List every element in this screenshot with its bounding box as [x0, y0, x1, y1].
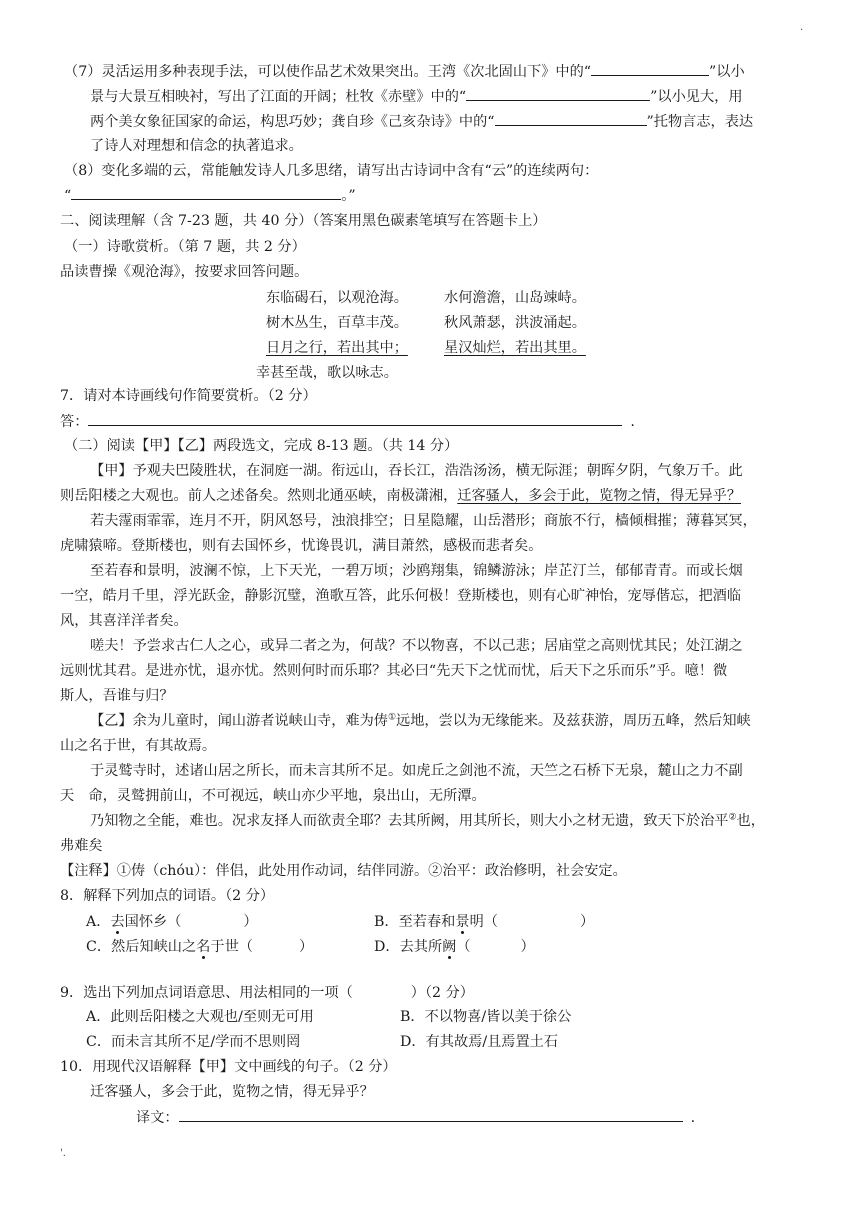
q9-option-b: B．不以物喜/皆以美于徐公	[400, 1009, 572, 1025]
answer-line	[60, 410, 635, 433]
passage-yi-line	[90, 810, 765, 832]
part-heading: （二）阅读【甲】【乙】两段选文，完成 8-13 题。（共 14 分）	[64, 438, 459, 454]
dotted-word: 去	[110, 914, 125, 930]
passage-jia-line: 斯人，吾谁与归？	[60, 688, 174, 704]
fill-q7-line3	[90, 110, 753, 133]
q8-option-a	[86, 911, 258, 933]
option-text: D．去其所	[374, 939, 443, 955]
question-text: 9．选出下列加点词语意思、用法相同的一项（	[60, 985, 353, 1001]
poem-line: 水何澹澹，山岛竦峙。	[444, 290, 586, 306]
fill-q7-text: ”托物言志，表达	[646, 114, 754, 130]
blank-line[interactable]	[466, 85, 650, 101]
fill-q7-text: 两个美女象征国家的命运，构思巧妙；龚自珍《己亥杂诗》中的“	[90, 114, 495, 130]
blank-line[interactable]	[591, 60, 709, 76]
passage-text: 乃知物之全能，难也。况求友择人而欲责全耶？去其所阙，用其所长，则大小之材无遗，致天下於治平	[90, 813, 729, 829]
corner-mark-bottom: '.	[60, 1148, 66, 1159]
passage-text: 则岳阳楼之大观也。前人之述备矣。然则北通巫峡，南极潇湘，	[60, 488, 458, 504]
corner-mark-top: .	[800, 22, 804, 33]
option-text: 国怀乡（	[124, 914, 182, 930]
poem-line: 幸甚至哉，歌以咏志。	[256, 365, 398, 381]
blank-line[interactable]	[495, 110, 647, 126]
underlined-sentence: 迁客骚人，多会于此，览物之情，得无异乎？	[457, 488, 742, 504]
passage-jia-line: 风，其喜洋洋者矣。	[60, 613, 188, 629]
q9-option-c: C．而未言其所不足/学而不思则罔	[86, 1034, 301, 1050]
blank-line[interactable]	[71, 184, 341, 200]
passage-yi-line: 山之名于世，有其故焉。	[60, 738, 217, 754]
option-text: （	[456, 939, 471, 955]
passage-jia-line: 至若春和景明，波澜不惊，上下天光，一碧万顷；沙鸥翔集，锦鳞游泳；岸芷汀兰，郁郁青青。而或长烟	[90, 563, 743, 579]
end-dot: .	[630, 414, 635, 430]
fill-q8-line1: （8）变化多端的云，常能触发诗人几多思绪，请写出古诗词中含有“云”的连续两句：	[64, 163, 599, 179]
passage-text: 远地，尝以为无缘能来。及兹获游，周历五峰，然后知峡	[396, 713, 751, 729]
fill-q7-text: ”以小	[709, 64, 745, 80]
dotted-word: 阙	[442, 939, 457, 955]
question-10: 10．用现代汉语解释【甲】文中画线的句子。（2 分）	[60, 1059, 397, 1075]
option-text: A．	[86, 914, 111, 930]
option-text: 于世（	[210, 939, 253, 955]
passage-text: 也，	[736, 813, 765, 829]
footnote-mark: ①	[387, 712, 397, 723]
question-9	[60, 982, 474, 1004]
fill-q7-text: （7）灵活运用多种表现手法，可以使作品艺术效果突出。王湾《次北固山下》中的“	[64, 64, 592, 80]
end-dot: .	[690, 1110, 696, 1126]
translation-line	[136, 1106, 695, 1129]
poem-intro: 品读曹操《观沧海》，按要求回答问题。	[60, 264, 309, 280]
option-text: 明（	[469, 914, 498, 930]
poem-line-underlined: 星汉灿烂，若出其里。	[444, 340, 586, 356]
poem-line: 秋风萧瑟，洪波涌起。	[444, 315, 586, 331]
quote-open: “	[64, 188, 72, 204]
passage-jia-line: 远则忧其君。是进亦忧，退亦忧。然则何时而乐耶？其必曰“先天下之忧而忧，后天下之乐而乐”乎。噫！微	[60, 663, 728, 679]
passage-jia-line: 【甲】予观夫巴陵胜状，在洞庭一湖。衔远山，吞长江，浩浩汤汤，横无际涯；朝晖夕阴，气象万千。此	[90, 463, 743, 479]
section-heading: 二、阅读理解（含 7-23 题，共 40 分）（答案用黑色碳素笔填写在答题卡上）	[60, 213, 547, 229]
passage-yi-line: 弗难矣	[60, 838, 103, 854]
q8-option-b	[374, 911, 594, 933]
fill-q7-text: ”以小见大，用	[650, 89, 743, 105]
fill-q8-line2	[64, 184, 356, 207]
option-text: B．至若春和	[374, 914, 456, 930]
passage-yi-line: 天 命，灵鹫拥前山，不可视远，峡山亦少平地，泉出山，无所潭。	[60, 788, 486, 804]
q10-sentence: 迁客骚人，多会于此，览物之情，得无异乎？	[90, 1084, 374, 1100]
fill-q7-line1	[64, 60, 745, 83]
poem-line: 树木丛生，百草丰茂。	[266, 315, 408, 331]
option-text: ）	[520, 939, 535, 955]
passage-yi-line: 于灵鹫寺时，述诸山居之所长，而未言其所不足。如虎丘之剑池不流，天竺之石桥下无泉，麓山之力不副	[90, 763, 743, 779]
translation-label: 译文：	[136, 1110, 179, 1126]
poem-line: 东临碣石，以观沧海。	[266, 290, 408, 306]
dotted-word: 名	[196, 939, 211, 955]
translation-blank[interactable]	[179, 1106, 683, 1122]
q8-option-c	[86, 936, 313, 958]
option-text: ）	[243, 914, 258, 930]
passage-jia-line: 嗟夫！予尝求古仁人之心，或异二者之为，何哉？不以物喜，不以己悲；居庙堂之高则忧其民；处江湖之	[90, 638, 743, 654]
question-7: 7．请对本诗画线句作简要赏析。（2 分）	[60, 388, 317, 404]
question-text: ）（2 分）	[410, 985, 474, 1001]
annotation-note: 【注释】①俦（chóu）：伴侣，此处用作动词，结伴同游。②治平：政治修明，社会安定。	[60, 863, 627, 879]
option-text: C．然后知峡山之	[86, 939, 197, 955]
footnote-mark: ②	[728, 812, 737, 823]
q9-option-d: D．有其故焉/且焉置土石	[400, 1034, 559, 1050]
option-text: ）	[579, 914, 595, 930]
quote-close: 。”	[341, 188, 356, 204]
question-8: 8．解释下列加点的词语。（2 分）	[60, 888, 275, 904]
passage-jia-line: 若夫霪雨霏霏，连月不开，阴风怒号，浊浪排空；日星隐耀，山岳潜形；商旅不行，樯倾楫摧；薄暮冥冥，	[90, 513, 757, 529]
answer-blank[interactable]	[88, 410, 622, 426]
option-text: ）	[298, 939, 314, 955]
passage-jia-line: 虎啸猿啼。登斯楼也，则有去国怀乡，忧谗畏讥，满目萧然，感极而悲者矣。	[60, 538, 543, 554]
fill-q7-line4: 了诗人对理想和信念的执著追求。	[90, 138, 303, 154]
dotted-word: 景	[455, 914, 470, 930]
poem-line-underlined: 日月之行，若出其中；	[266, 340, 408, 356]
fill-q7-line2	[90, 85, 743, 108]
fill-q7-text: 景与大景互相映衬，写出了江面的开阔；杜牧《赤壁》中的“	[90, 89, 467, 105]
passage-jia-line: 一空，皓月千里，浮光跃金，静影沉璧，渔歌互答，此乐何极！登斯楼也，则有心旷神怡，宠辱偕忘，把酒临	[60, 588, 742, 604]
answer-label: 答：	[60, 414, 89, 430]
part-heading: （一）诗歌赏析。（第 7 题，共 2 分）	[64, 239, 306, 255]
passage-jia-line	[60, 485, 741, 507]
passage-yi-line	[90, 710, 751, 732]
passage-text: 【乙】余为儿童时，闻山游者说峡山寺，难为俦	[90, 713, 388, 729]
q9-option-a: A．此则岳阳楼之大观也/至则无可用	[86, 1009, 314, 1025]
q8-option-d	[374, 936, 535, 958]
